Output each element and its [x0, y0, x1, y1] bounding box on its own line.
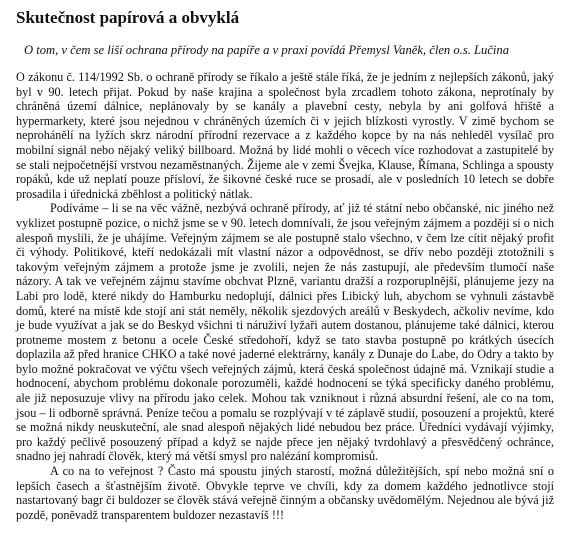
- paragraph-3: A co na to veřejnost ? Často má spoustu jiných starostí, možná důležitějších, spí nebo možná sní o lepších časech a šťastnějším životě. Obvykle teprve ve chvíli, kdy za domem každého jednotlivce stojí nastartovaný bagr či buldozer se člověk stává veřejně činným a občansky uvědomělým. Nejednou ale bývá již pozdě, poněvadž transparentem buldozer nezastavíš !!!: [16, 464, 554, 522]
- article-subtitle: O tom, v čem se liší ochrana přírody na papíře a v praxi povídá Přemysl Vaněk, člen o.s. Lučina: [24, 43, 510, 57]
- paragraph-1: O zákonu č. 114/1992 Sb. o ochraně přírody se říkalo a ještě stále říká, že je jedním z nejlepších zákonů, jaký byl v 90. letech přijat. Pokud by naše krajina a společnost byla zrcadlem tohoto zákona, neprotínaly by chráněná území dálnice, neplánovaly by se kanály a plavební cesty, nebyla by ani golfová hřiště a hypermarkety, které jsou nejednou v chráněných územích či v jejich blízkosti vyrostly. V zimě bychom se neprohánělí na lyžích skrz národní přírodní rezervace a z každého kopce by na nás nehleděl vysílač pro mobilní signál nebo nějaký veliký billboard. Možná by lidé mohli o věcech více rozhodovat a zastupitelé by se stali nejpočetnější vrstvou nezaměstnaných. Žijeme ale v zemi Švejka, Klause, Římana, Schlinga a spousty ropáků, kde už neplatí pouze přísloví, že šikovné české ruce se prosadí, ale v posledních 10 letech se dobře prosadila i úřednická zběhlost a politický nátlak.: [16, 70, 554, 201]
- article-body: [16, 70, 554, 522]
- article-title: Skutečnost papírová a obvyklá: [16, 8, 240, 27]
- paragraph-2: Podíváme – li se na věc vážně, nezbývá ochraně přírody, ať již té státní nebo občanské, nic jiného než vyklizet postupně pozice, o nichž jsme se v 90. letech domnívali, že jsou veřejným zájmem a později si o nich alespoň myslili, že je uhájíme. Veřejným zájmem se ale postupně stalo všechno, v čem lze cítit nějaký profit či výhody. Politikové, kteří nedokázali mít vlastní názor a odpovědnost, se dřív nebo později ztotožnili s takovým veřejným zájmem a protože jsme je zvolili, nejen že nás zastupují, ale především tlumočí naše názory. A tak ve veřejném zájmu stavíme obchvat Plzně, variantu dražší a rozporuplnější, plánujeme jezy na Labi pro lodě, které nikdy do Hamburku nedoplují, dálnici přes Libický luh, abychom se vyhnuli zástavbě domů, které na místě kde stojí ani stát neměly, několik sjezdových areálů v Beskydech, ačkoliv nevíme, kdo je bude využívat a jak se do Beskyd všichni ti náruživí lyžaři autem dostanou, plánujeme také dálnici, kterou protneme mostem z betonu a ocele České středohoří, když se tato stavba postupně po krátkých úsecích doplazila až před hranice CHKO a také nové jaderné elektrárny, kanály z Dunaje do Labe, do Odry a takto by bylo možné pokračovat ve výčtu všech veřejných zájmů, která česká společnost údajně má. Vznikají studie a hodnocení, abychom problému dokonale porozuměli, každé hodnocení se týká specificky daného problému, ale již neposuzuje vlivy na přírodu jako celek. Mohou tak vzniknout i různá absurdní řešení, ale co na tom, jsou – li odborně správná. Peníze tečou a pomalu se rozplývají v té záplavě studií, posouzení a projektů, které se možná nikdy neuskuteční, ale snad alespoň nějakých lidé nebudou bez práce. Úředníci vydávají výjimky, pro každý pečlivě posouzený případ a když se najde přece jen nějaký tvrdohlavý a přesvědčený ochránce, snadno jej nahradí člověk, který má větší smysl pro nalézání kompromisů.: [16, 201, 554, 464]
